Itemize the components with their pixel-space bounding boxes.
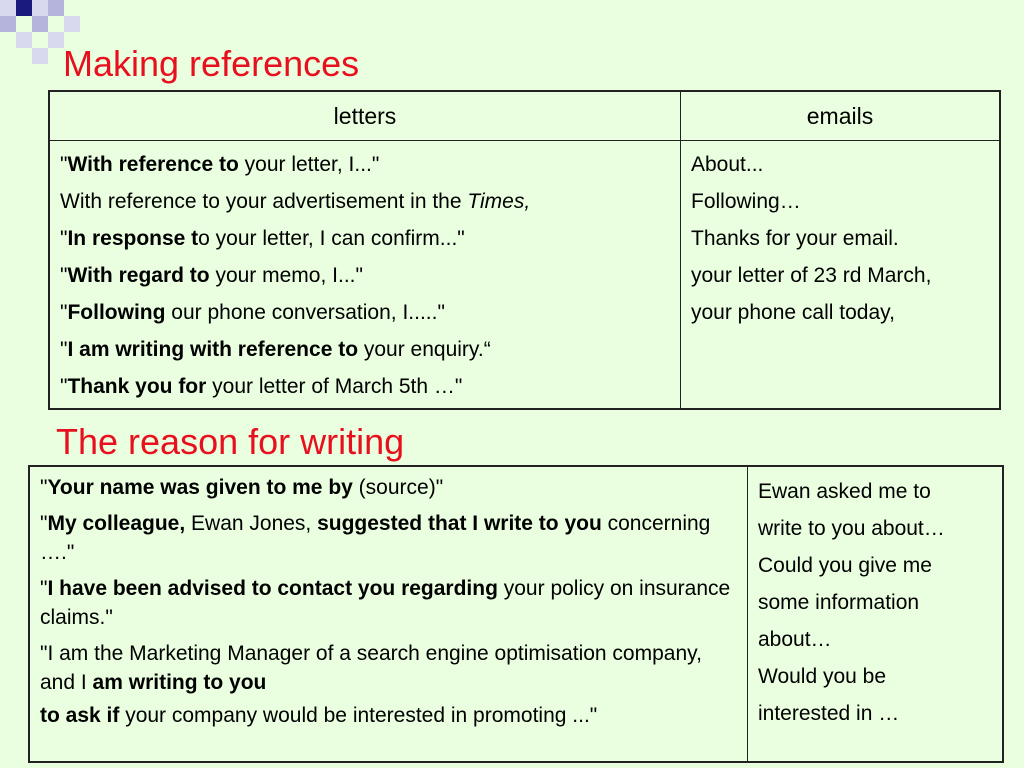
letters-phrase: With reference to your advertisement in the Times, — [60, 190, 531, 213]
letters-phrase: "With regard to your memo, I..." — [60, 264, 363, 287]
reason-email-line: Ewan asked me to — [758, 480, 931, 503]
reason-email-line: some information — [758, 591, 920, 614]
letters-phrase: "In response to your letter, I can confirm..." — [60, 227, 465, 250]
reason-phrase: "I have been advised to contact you regarding your policy on insurance claims." — [40, 577, 731, 629]
column-header-emails: emails — [681, 91, 1001, 141]
letters-phrase: "I am writing with reference to your enquiry.“ — [60, 338, 491, 361]
reason-table — [28, 465, 1004, 763]
reason-phrase: "I am the Marketing Manager of a search engine optimisation company, and I am writing to you — [40, 642, 702, 694]
emails-phrase: your phone call today, — [691, 301, 895, 324]
reason-phrase: to ask if your company would be interested in promoting ..." — [40, 704, 598, 727]
emails-cell — [681, 141, 1001, 410]
reason-emails-cell — [748, 466, 1004, 762]
reason-phrase: "Your name was given to me by (source)" — [40, 476, 444, 499]
reason-email-line: about… — [758, 628, 832, 651]
reason-email-line: Could you give me — [758, 554, 932, 577]
emails-phrase: Following… — [691, 190, 801, 213]
reason-letters-cell — [29, 466, 748, 762]
letters-phrase: "Following our phone conversation, I....." — [60, 301, 445, 324]
section-title-reason-for-writing: The reason for writing — [56, 421, 405, 462]
reason-phrase: "My colleague, Ewan Jones, suggested that I write to you concerning …." — [40, 512, 711, 564]
emails-phrase: Thanks for your email. — [691, 227, 899, 250]
section-title-making-references: Making references — [63, 43, 360, 84]
letters-phrase: "With reference to your letter, I..." — [60, 153, 380, 176]
reason-email-line: interested in … — [758, 702, 900, 725]
letters-cell — [49, 141, 681, 410]
column-header-letters: letters — [49, 91, 681, 141]
emails-phrase: your letter of 23 rd March, — [691, 264, 932, 287]
letters-phrase: "Thank you for your letter of March 5th …" — [60, 375, 463, 398]
emails-phrase: About... — [691, 153, 764, 176]
reason-email-line: Would you be — [758, 665, 887, 688]
references-table — [48, 90, 1001, 410]
reason-email-line: write to you about… — [758, 517, 945, 540]
